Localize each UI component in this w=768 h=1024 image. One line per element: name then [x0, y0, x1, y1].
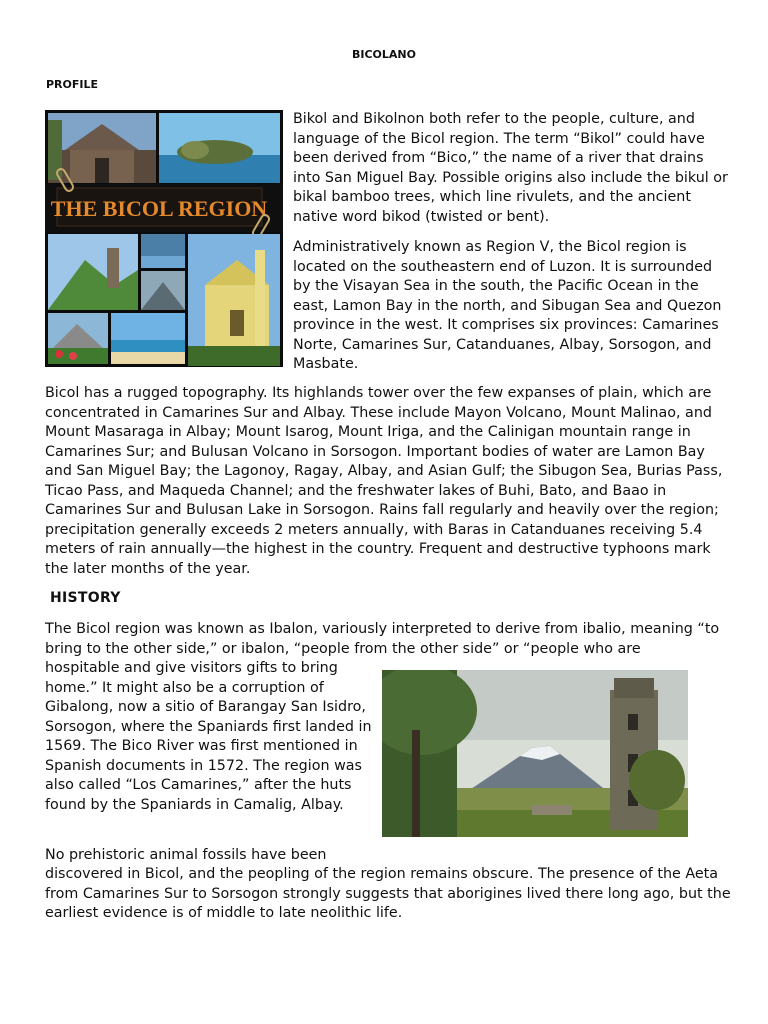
document-title: BICOLANO: [352, 48, 416, 61]
history-paragraph-1-top: The Bicol region was known as Ibalon, variously interpreted to derive from ibalio, meaning “to bring to the other side,” or ibalon, “people from the other side” or “people who are: [45, 621, 720, 657]
profile-paragraph-2: Administratively known as Region V, the Bicol region is located on the southeastern end of Luzon. It is surrounded by the Visayan Sea in the south, the Pacific Ocean in the east, Lamon Bay in the north, and Sibugan Sea and Quezon province in the west. It comprises six provinces: Camarines Norte, Camarines Sur, Catanduanes, Albay, Sorsogon, and Masbate.: [293, 239, 722, 372]
collage-graphic: [45, 110, 283, 367]
profile-heading: PROFILE: [46, 78, 99, 91]
history-paragraph-2-top: No prehistoric animal fossils have been: [45, 847, 327, 863]
bicol-region-collage-image: [45, 110, 283, 367]
profile-paragraph-3: Bicol has a rugged topography. Its highlands tower over the few expanses of plain, which are concentrated in Camarines Sur and Albay. These include Mayon Volcano, Mount Malinao, and Mount Masaraga in Albay; Mount Isarog, Mount Iriga, and the Calinigan mountain range in Camarines Sur; and Bulusan Volcano in Sorsogon. Important bodies of water are Lamon Bay and San Miguel Bay; the Lagonoy, Ragay, Albay, and Asian Gulf; the Sibugon Sea, Burias Pass, Ticao Pass, and Maqueda Channel; and the freshwater lakes of Buhi, Bato, and Baao in Camarines Sur and Bulusan Lake in Sorsogon. Rains fall regularly and heavily over the region; precipitation generally exceeds 2 meters annually, with Baras in Catanduanes receiving 5.4 meters of rain annually—the highest in the country. Frequent and destructive typhoons mark the later months of the year.: [45, 385, 723, 577]
cagsawa-ruins-image: [382, 670, 688, 837]
ruins-graphic: [382, 670, 688, 837]
history-paragraph-2-rest: discovered in Bicol, and the peopling of the region remains obscure. The presence of the Aeta from Camarines Sur to Sorsogon strongly suggests that aborigines lived there long ago, but the earliest evidence is of middle to late neolithic life.: [45, 866, 731, 921]
history-paragraph-1-wrap: hospitable and give visitors gifts to bring home.” It might also be a corruption of Gibalong, now a sitio of Barangay San Isidro, Sorsogon, where the Spaniards first landed in 1569. The Bico River was first mentioned in Spanish documents in 1572. The region was also called “Los Camarines,” after the huts found by the Spaniards in Camalig, Albay.: [45, 660, 372, 813]
collage-caption-text: THE BICOL REGION: [50, 196, 268, 221]
history-heading: HISTORY: [50, 590, 121, 606]
profile-paragraph-1: Bikol and Bikolnon both refer to the people, culture, and language of the Bicol region. The term “Bikol” could have been derived from “Bico,” the name of a river that drains into San Miguel Bay. Possible origins also include the bikul or bikal bamboo trees, which line rivulets, and the ancient native word bikod (twisted or bent).: [293, 111, 728, 225]
